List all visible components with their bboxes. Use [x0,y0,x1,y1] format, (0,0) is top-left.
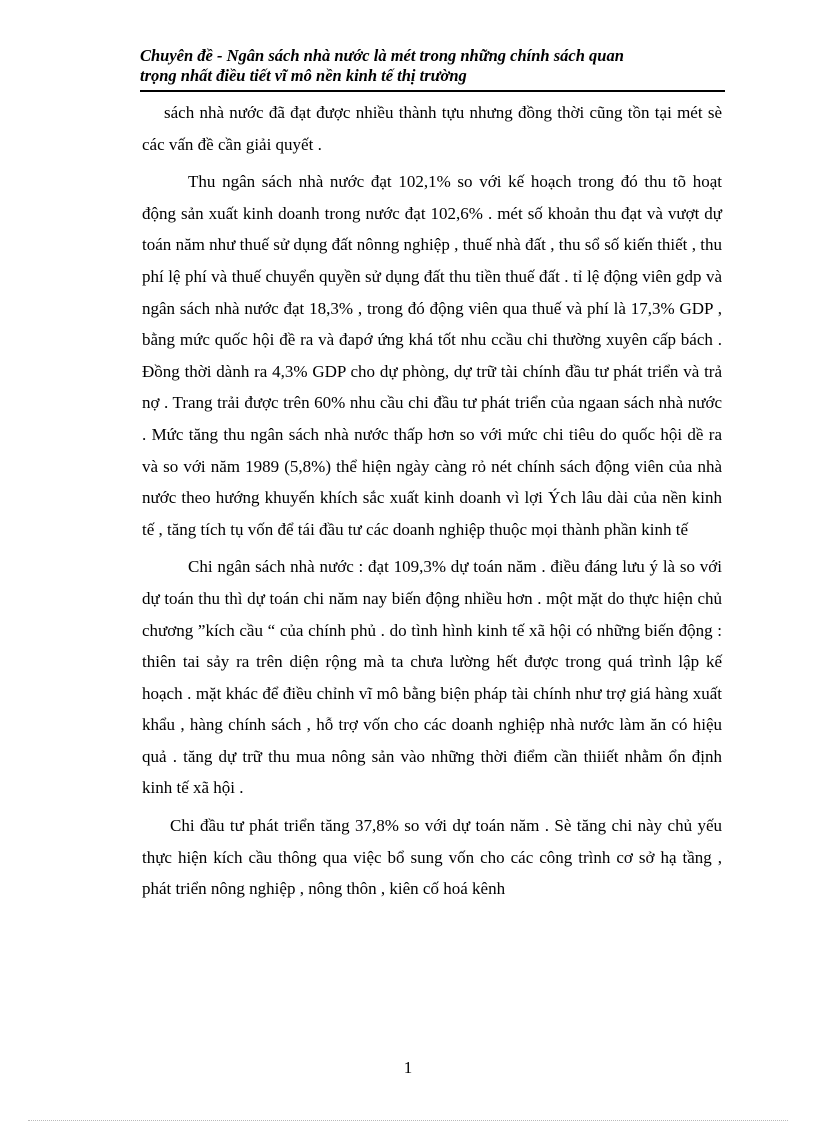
header-divider [140,90,725,92]
paragraph-expenditure: Chi ngân sách nhà nước : đạt 109,3% dự toán năm . điều đáng lưu ý là so với dự toán thu thì dự toán chi năm nay biến động nhiều hơn . một mặt do thực hiện chủ chương ”kích cầu “ của chính phủ . do tình hình kinh tế xã hội có những biến động : thiên tai sảy ra trên diện rộng mà ta chưa lường hết được trong quá trình lập kế hoạch . mặt khác để điều chỉnh vĩ mô bằng biện pháp tài chính như trợ giá hàng xuất khẩu , hàng chính sách , hỗ trợ vốn cho các doanh nghiệp nhà nước làm ăn có hiệu quả . tăng dự trữ thu mua nông sản vào những thời điểm cần thiiết nhằm ổn định kinh tế xã hội . [142,557,722,798]
page-bottom-divider [28,1120,788,1121]
document-body [142,97,722,905]
header-title-line-2: trọng nhất điều tiết vĩ mô nền kinh tế thị trường [140,66,467,85]
paragraph-investment: Chi đầu tư phát triển tăng 37,8% so với dự toán năm . Sè tăng chi này chủ yếu thực hiện kích cầu thông qua việc bổ sung vốn cho các công trình cơ sở hạ tầng , phát triển nông nghiệp , nông thôn , kiên cố hoá kênh [142,816,722,899]
paragraph-revenue: Thu ngân sách nhà nước đạt 102,1% so với kế hoạch trong đó thu tõ hoạt động sản xuất kinh doanh trong nước đạt 102,6% . mét số khoản thu đạt và vượt dự toán năm như thuế sử dụng đất nônng nghiệp , thuế nhà đất , thu sổ số kiến thiết , thu phí lệ phí và thuế chuyển quyền sử dụng đất thu tiền thuế đất . tỉ lệ động viên gdp và ngân sách nhà nước đạt 18,3% , trong đó động viên qua thuế và phí là 17,3% GDP , bằng mức quốc hội đề ra và đapớ ứng khá tốt nhu ccầu chi thường xuyên cấp bách . Đồng thời dành ra 4,3% GDP cho dự phòng, dự trữ tài chính đầu tư phát triển và trả nợ . Trang trải được trên 60% nhu cầu chi đầu tư phát triển của ngaan sách nhà nước . Mức tăng thu ngân sách nhà nước thấp hơn so với mức chi tiêu do quốc hội dề ra và so với năm 1989 (5,8%) thể hiện ngày càng rỏ nét chính sách động viên của nhà nước theo hướng khuyến khích sắc xuất kinh doanh vì lợi Ých lâu dài của nền kinh tế , tăng tích tụ vốn để tái đầu tư các doanh nghiệp thuộc mọi thành phần kinh tế [142,172,722,539]
paragraph-continuation: sách nhà nước đã đạt được nhiều thành tựu nhưng đồng thời cũng tồn tại mét sè các vấn đề cần giải quyết . [142,103,722,154]
header-title-line-1: Chuyên đề - Ngân sách nhà nước là mét trong những chính sách quan [140,46,624,65]
page-number: 1 [403,1058,413,1077]
page-header [140,46,730,86]
